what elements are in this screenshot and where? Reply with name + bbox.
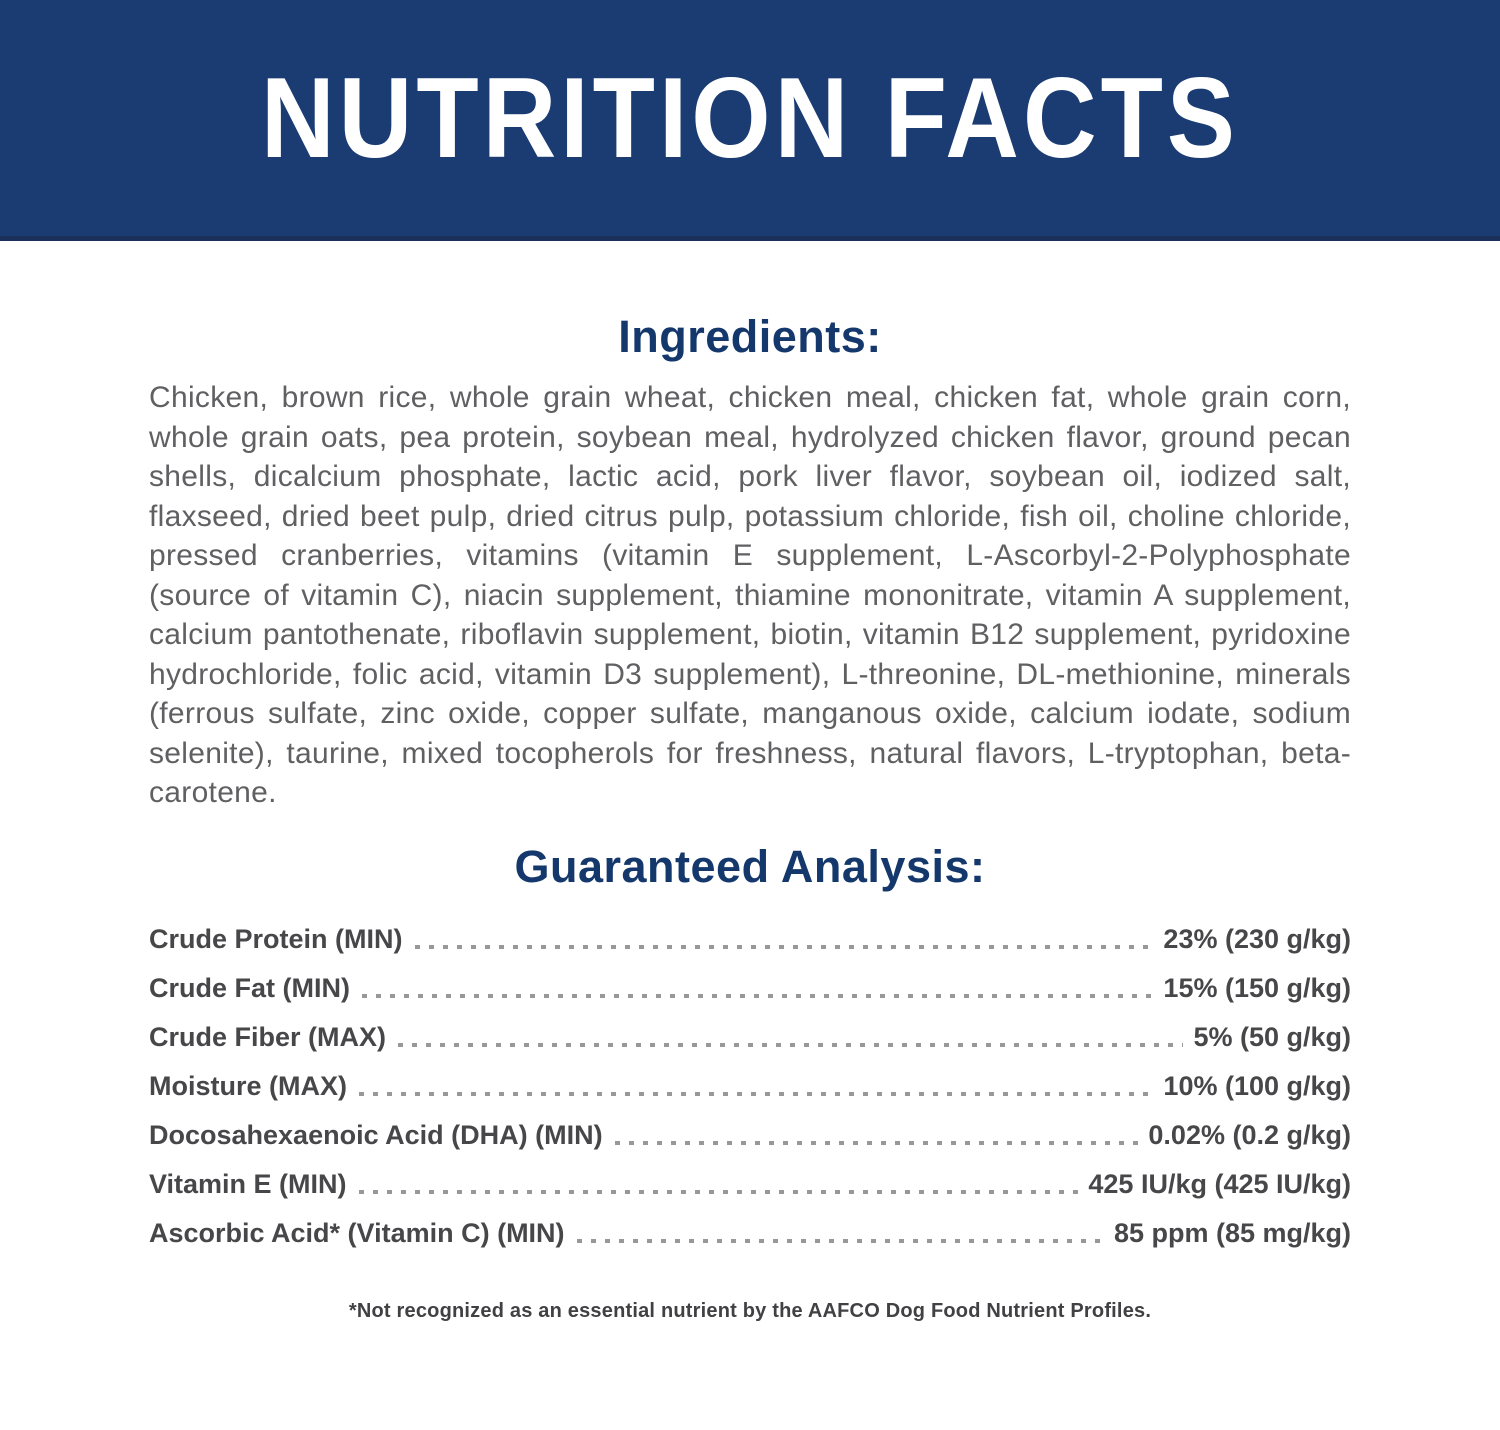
nutrient-value: 0.02% (0.2 g/kg) — [1148, 1119, 1351, 1150]
dotted-leader — [398, 1043, 1183, 1047]
dotted-leader — [415, 945, 1154, 949]
nutrient-value: 425 IU/kg (425 IU/kg) — [1088, 1168, 1351, 1199]
nutrient-value: 85 ppm (85 mg/kg) — [1113, 1217, 1351, 1248]
nutrient-label: Vitamin E (MIN) — [149, 1168, 347, 1199]
guaranteed-analysis-row — [149, 1111, 1351, 1160]
dotted-leader — [577, 1239, 1104, 1243]
nutrient-label: Moisture (MAX) — [149, 1070, 347, 1101]
ingredients-heading: Ingredients: — [618, 311, 882, 362]
guaranteed-analysis-list — [149, 915, 1351, 1258]
nutrient-label: Ascorbic Acid* (Vitamin C) (MIN) — [149, 1217, 565, 1248]
nutrient-label: Docosahexaenoic Acid (DHA) (MIN) — [149, 1119, 603, 1150]
guaranteed-analysis-row — [149, 915, 1351, 964]
dotted-leader — [362, 994, 1153, 998]
nutrient-label: Crude Protein (MIN) — [149, 923, 403, 954]
guaranteed-analysis-row — [149, 1062, 1351, 1111]
dotted-leader — [615, 1141, 1139, 1145]
nutrient-label: Crude Fiber (MAX) — [149, 1021, 387, 1052]
dotted-leader — [359, 1092, 1153, 1096]
dotted-leader — [359, 1190, 1079, 1194]
nutrient-value: 5% (50 g/kg) — [1193, 1021, 1351, 1052]
guaranteed-analysis-row — [149, 964, 1351, 1013]
nutrient-label: Crude Fat (MIN) — [149, 972, 350, 1003]
nutrition-facts-banner — [0, 0, 1500, 241]
nutrient-value: 15% (150 g/kg) — [1163, 972, 1351, 1003]
guaranteed-analysis-row — [149, 1013, 1351, 1062]
ingredients-paragraph: Chicken, brown rice, whole grain wheat, chicken meal, chicken fat, whole grain corn, whole grain oats, pea protein, soybean meal, hydrolyzed chicken flavor, ground pecan shells, dicalcium phosphate, lactic acid, pork liver flavor, soybean oil, iodized salt, flaxseed, dried beet pulp, dried citrus pulp, potassium chloride, fish oil, choline chloride, pressed cranberries, vitamins (vitamin E supplement, L-Ascorbyl-2-Polyphosphate (source of vitamin C), niacin supplement, thiamine mononitrate, vitamin A supplement, calcium pantothenate, riboflavin supplement, biotin, vitamin B12 supplement, pyridoxine hydrochloride, folic acid, vitamin D3 supplement), L-threonine, DL-methionine, minerals (ferrous sulfate, zinc oxide, copper sulfate, manganous oxide, calcium iodate, sodium selenite), taurine, mixed tocopherols for freshness, natural flavors, L-tryptophan, beta-carotene. — [149, 381, 1351, 809]
aafco-footnote: *Not recognized as an essential nutrient by the AAFCO Dog Food Nutrient Profiles. — [348, 1299, 1152, 1322]
nutrition-facts-title: NUTRITION FACTS — [261, 53, 1239, 182]
nutrient-value: 23% (230 g/kg) — [1163, 923, 1351, 954]
guaranteed-analysis-row — [149, 1209, 1351, 1258]
guaranteed-analysis-row — [149, 1160, 1351, 1209]
nutrient-value: 10% (100 g/kg) — [1163, 1070, 1351, 1101]
guaranteed-analysis-heading: Guaranteed Analysis: — [514, 840, 986, 892]
